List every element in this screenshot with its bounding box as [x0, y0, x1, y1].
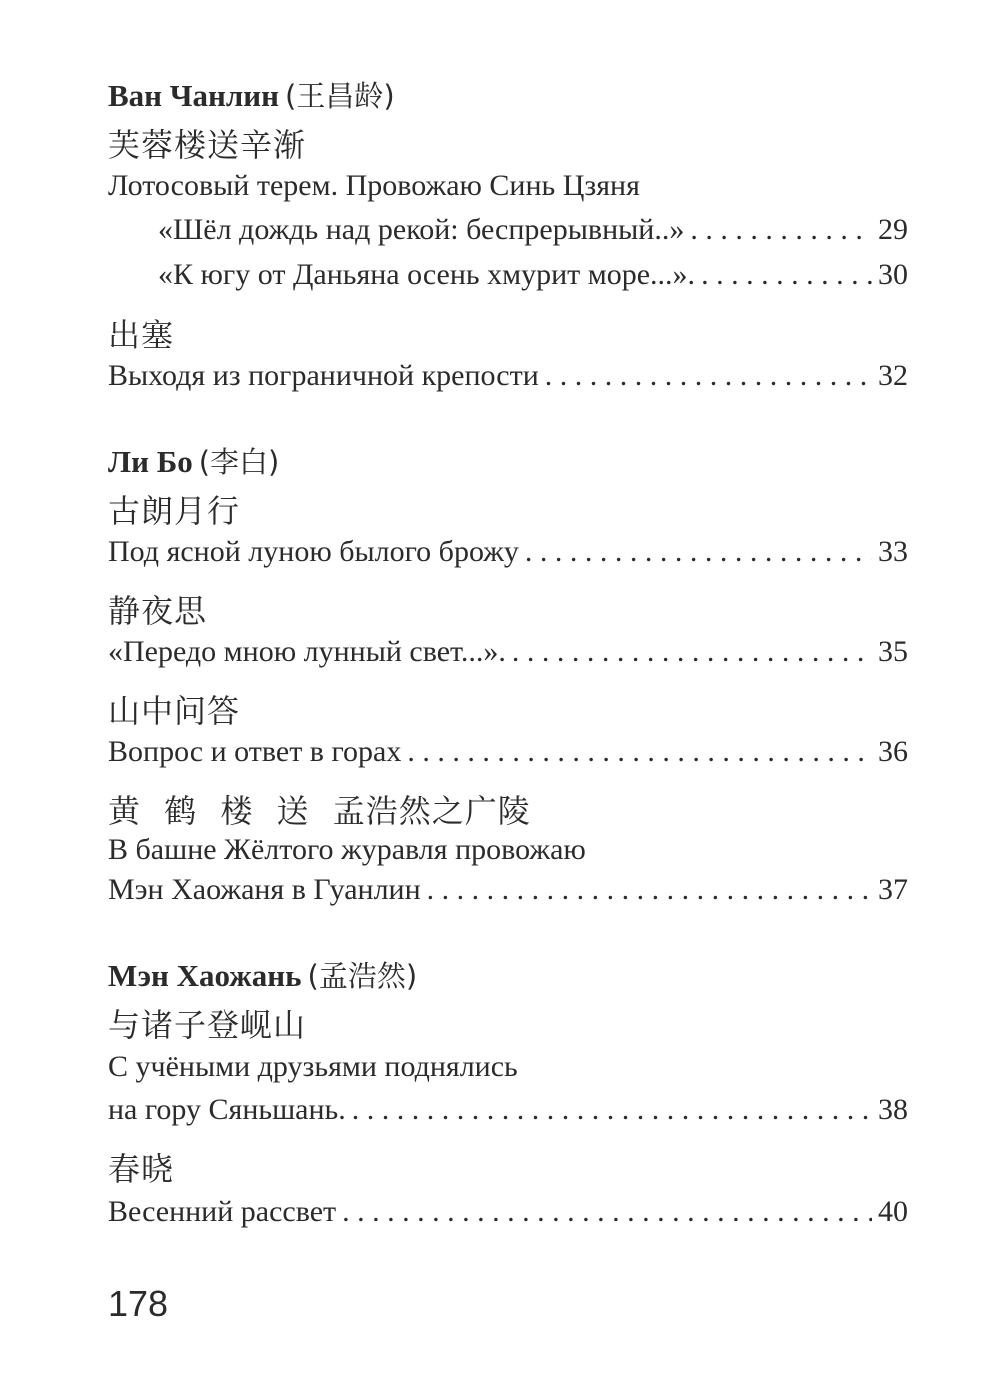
author-heading [108, 956, 417, 996]
leader-dots [545, 356, 872, 396]
leader-dots [342, 1192, 872, 1232]
toc-entry-page: 29 [878, 213, 908, 246]
toc-entry[interactable] [158, 210, 908, 250]
poem-title-cn: 与诸子登岘山 [108, 1006, 307, 1044]
leader-dots [427, 870, 872, 910]
toc-entry[interactable] [108, 632, 908, 672]
toc-entry-page: 32 [878, 359, 908, 392]
author-heading [108, 442, 279, 482]
poem-title-cn: 春晓 [108, 1150, 175, 1188]
toc-entry-page: 36 [878, 735, 908, 768]
toc-entry-text: «Шёл дождь над рекой: беспрерывный..» [158, 213, 685, 246]
leader-dots [690, 210, 872, 250]
poem-title-ru: Лотосовый терем. Провожаю Синь Цзяня [108, 169, 640, 202]
leader-dots [352, 1090, 872, 1130]
poem-title-cn: 古朗月行 [108, 492, 241, 530]
toc-entry-page: 30 [878, 258, 908, 291]
poem-title-cn: 黄 鹤 楼 送 孟浩然之广陵 [108, 792, 531, 830]
toc-entry-page: 35 [878, 635, 908, 668]
author-name-cn: (王昌龄) [285, 79, 395, 113]
toc-entry-page: 38 [878, 1093, 908, 1126]
poem-title-cn: 静夜思 [108, 592, 208, 630]
author-name-cn: (李白) [198, 445, 280, 479]
toc-entry[interactable] [108, 356, 908, 396]
toc-entry-page: 33 [878, 535, 908, 568]
toc-entry[interactable] [158, 255, 908, 295]
toc-entry-text: Под ясной луною былого брожу [108, 535, 519, 568]
toc-entry-text: Выходя из пограничной крепости [108, 359, 539, 392]
toc-entry[interactable] [108, 870, 908, 910]
author-name-ru: Ван Чанлин [108, 78, 280, 113]
toc-entry[interactable] [108, 1192, 908, 1232]
poem-title-cn: 山中问答 [108, 692, 241, 730]
page-number: 178 [108, 1283, 169, 1324]
poem-title-cn: 出塞 [108, 316, 175, 354]
toc-entry-text: на гору Сяньшань. [108, 1093, 346, 1126]
toc-entry[interactable] [108, 1090, 908, 1130]
author-name-ru: Ли Бо [108, 444, 193, 479]
toc-entry-text: Вопрос и ответ в горах [108, 735, 402, 768]
poem-title-cn: 芙蓉楼送辛渐 [108, 126, 307, 164]
toc-entry[interactable] [108, 532, 908, 572]
leader-dots [512, 632, 872, 672]
leader-dots [525, 532, 872, 572]
toc-entry-text: «К югу от Даньяна осень хмурит море...». [158, 258, 696, 291]
poem-title-ru: С учёными друзьями поднялись [108, 1050, 518, 1083]
toc-entry-page: 40 [878, 1195, 908, 1228]
toc-entry-text: «Передо мною лунный свет...». [108, 635, 506, 668]
toc-entry-text: Весенний рассвет [108, 1195, 337, 1228]
toc-entry[interactable] [108, 732, 908, 772]
author-name-ru: Мэн Хаожань [108, 958, 302, 993]
leader-dots [701, 255, 872, 295]
author-name-cn: (孟浩然) [307, 959, 418, 993]
poem-title-ru: В башне Жёлтого журавля провожаю [108, 833, 586, 866]
toc-entry-page: 37 [878, 873, 908, 906]
author-heading [108, 76, 395, 116]
toc-entry-text: Мэн Хаожаня в Гуанлин [108, 873, 421, 906]
leader-dots [407, 732, 872, 772]
